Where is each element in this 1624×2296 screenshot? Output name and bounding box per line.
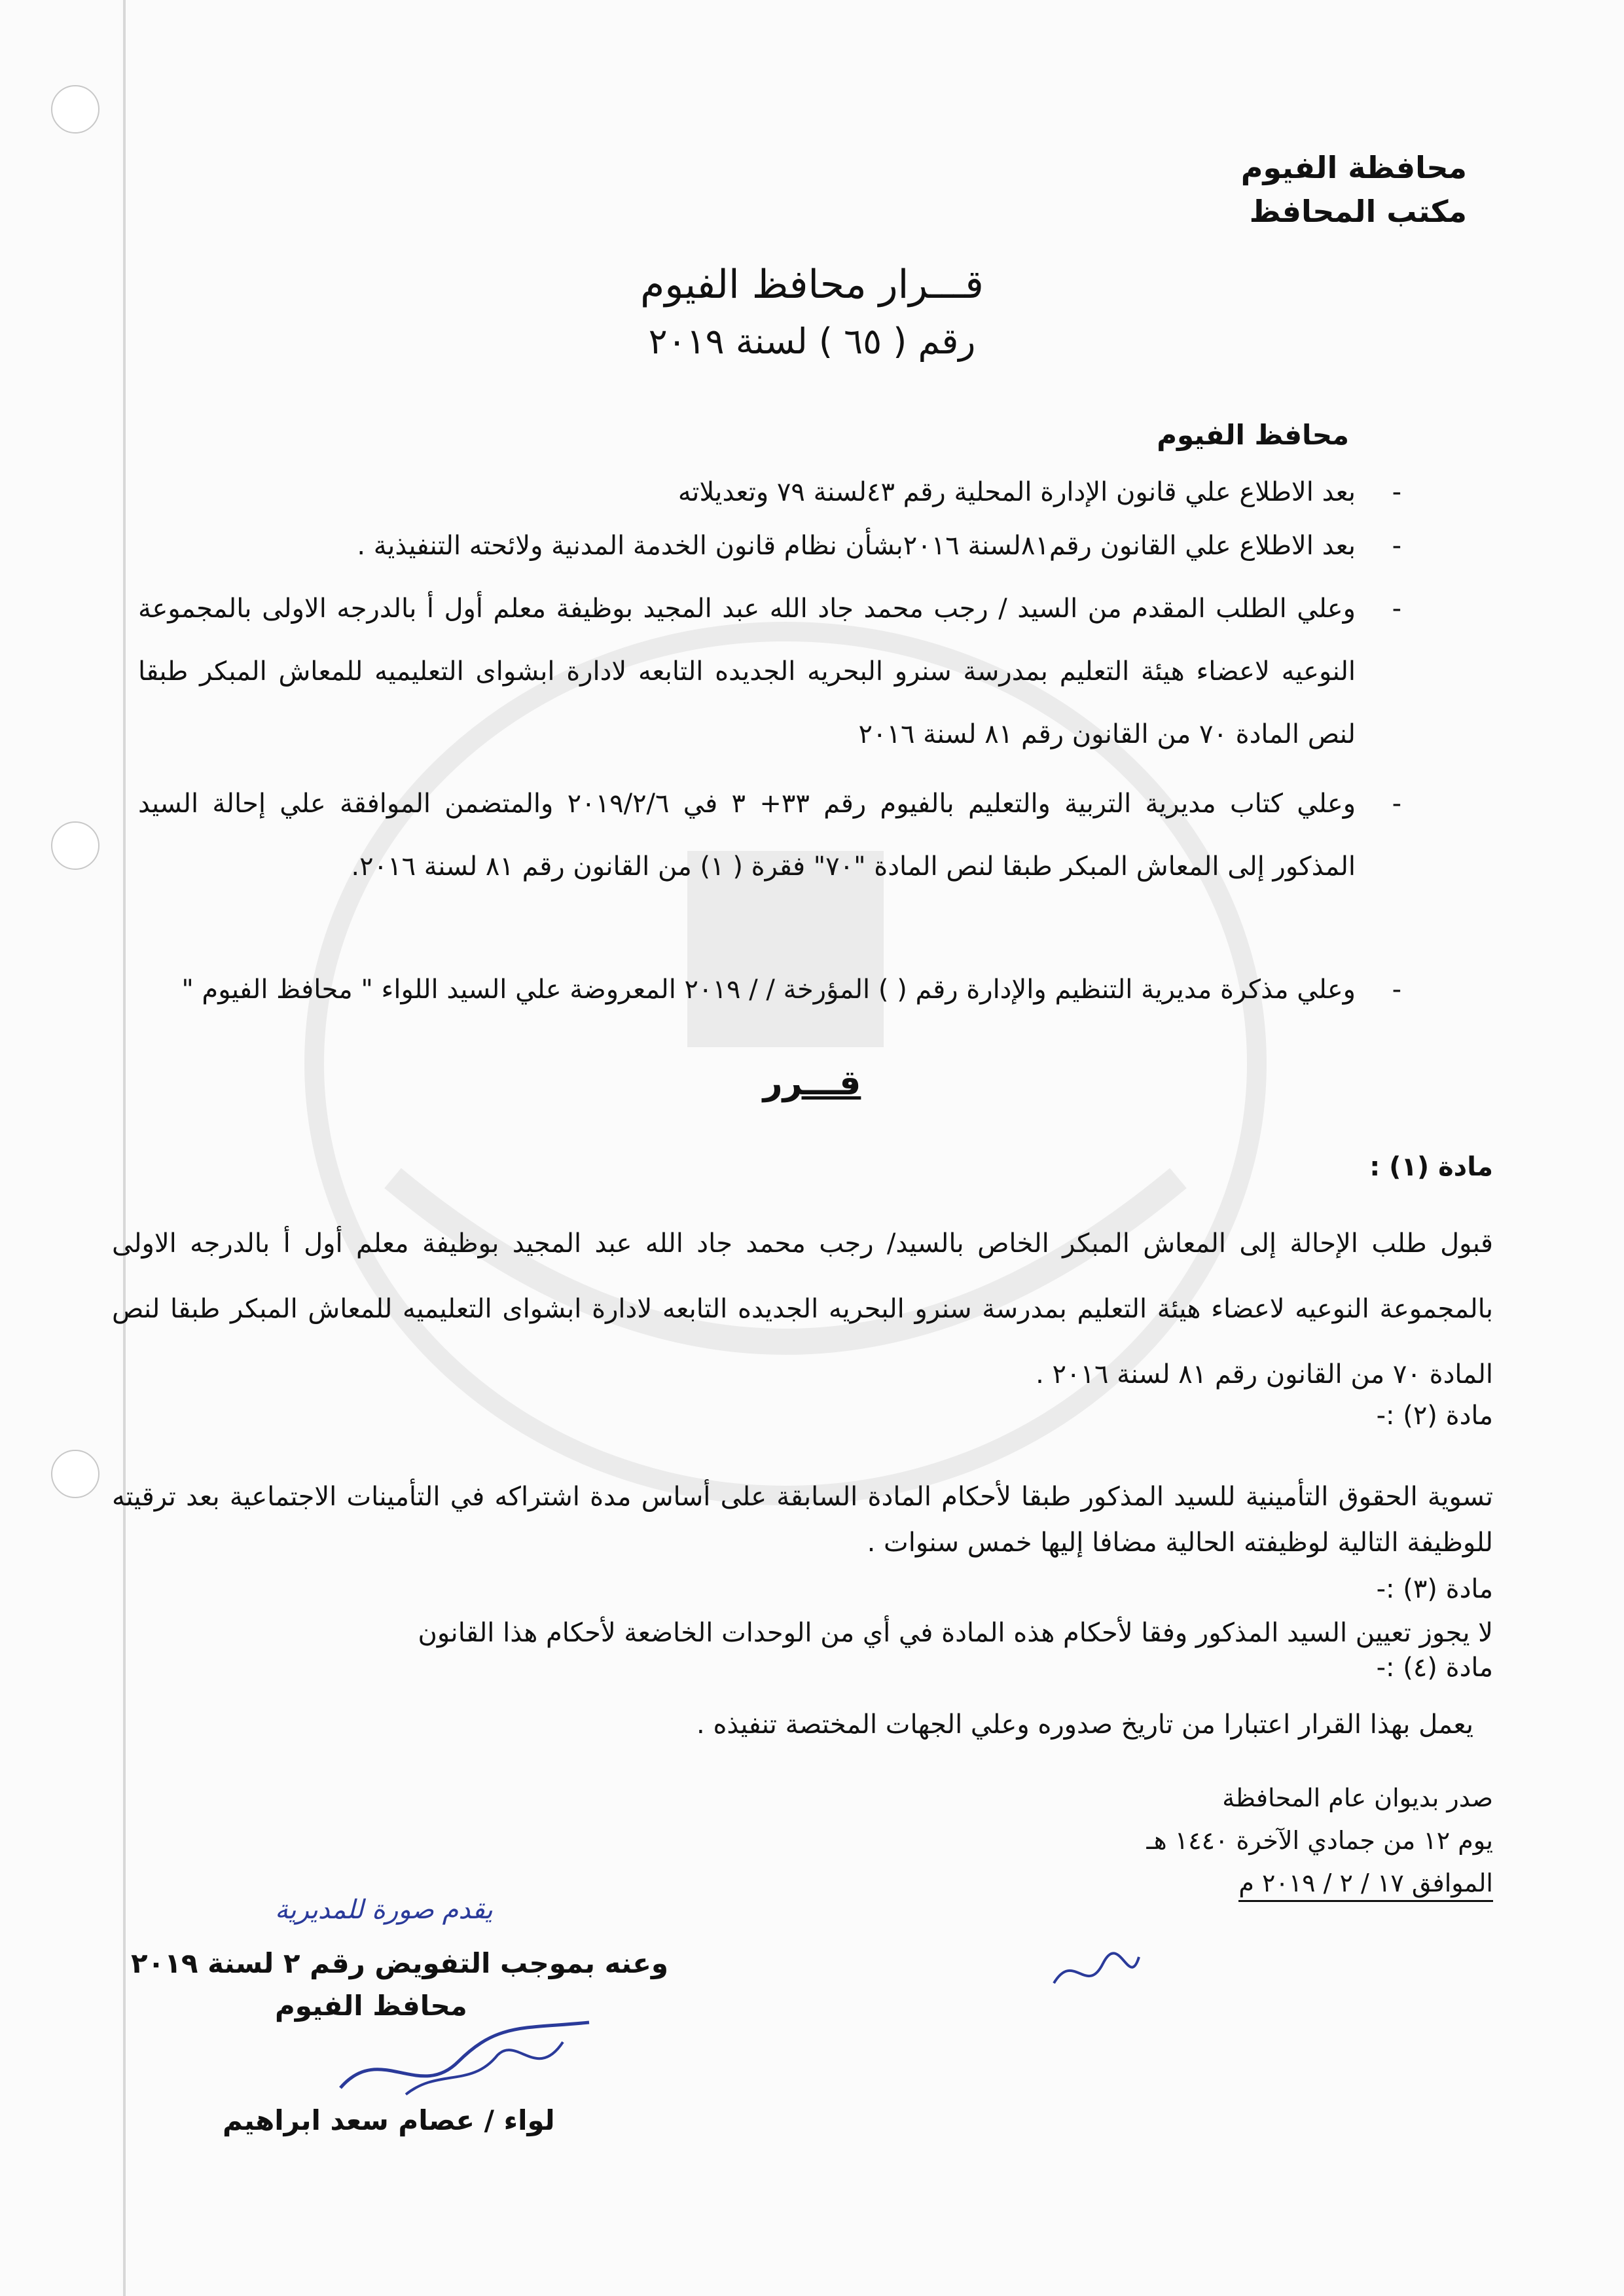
article-2-label: مادة (٢) :- — [1376, 1401, 1493, 1431]
initials-scribble-icon — [1047, 1937, 1146, 2009]
article-1-label: مادة (١) : — [1369, 1152, 1493, 1182]
header-office: مكتب المحافظ — [1249, 194, 1467, 229]
decision-title: قـــرار محافظ الفيوم — [640, 262, 984, 308]
article-1-text: قبول طلب الإحالة إلى المعاش المبكر الخاص بالسيد/ رجب محمد جاد الله عبد المجيد بوظيفة معلم أول أ بالدرجه الاولى بالمجموعة النوعيه لاعضاء هيئة التعليم بمدرسة سنرو البحريه الجديده التابعه لادارة ابشواى التعليميه للمعاش المبكر طبقا لنص المادة ٧٠ من القانون رقم ٨١ لسنة ٢٠١٦ . — [112, 1229, 1493, 1390]
article-4-label: مادة (٤) :- — [1376, 1653, 1493, 1683]
article-3-label: مادة (٣) :- — [1376, 1574, 1493, 1604]
article-4-text: يعمل بهذا القرار اعتبارا من تاريخ صدوره وعلي الجهات المختصة تنفيذه . — [696, 1710, 1473, 1740]
punch-hole-top — [51, 85, 99, 134]
preamble-item-3: - وعلي الطلب المقدم من السيد / رجب محمد جاد الله عبد المجيد بوظيفة معلم أول أ بالدرجه الاولى بالمجموعة النوعيه لاعضاء هيئة التعليم بمدرسة سنرو البحريه الجديده التابعه لادارة ابشواى التعليميه للمعاش المبكر طبقا لنص المادة ٧٠ من القانون رقم ٨١ لسنة ٢٠١٦ — [138, 594, 1401, 749]
issued-hijri-date: يوم ١٢ من جمادي الآخرة ١٤٤٠ هـ — [1146, 1826, 1493, 1855]
punch-hole-lower — [51, 1450, 99, 1498]
preamble-item-5: - وعلي مذكرة مديرية التنظيم والإدارة رقم ( ) المؤرخة / / ٢٠١٩ المعروضة علي السيد اللواء " محافظ الفيوم " — [181, 975, 1401, 1005]
preamble-heading: محافظ الفيوم — [1157, 419, 1349, 451]
preamble-item-2: - بعد الاطلاع علي القانون رقم٨١لسنة ٢٠١٦بشأن نظام قانون الخدمة المدنية ولائحته التنفيذية . — [357, 531, 1401, 561]
decision-number: رقم ( ٦٥ ) لسنة ٢٠١٩ — [648, 321, 976, 362]
signature-name: لواء / عصام سعد ابراهيم — [223, 2104, 555, 2136]
decision-heading: قـــرر — [763, 1064, 861, 1103]
handwritten-note: يقدم صورة للمديرية — [275, 1895, 493, 1925]
preamble-item-1: - بعد الاطلاع علي قانون الإدارة المحلية رقم ٤٣لسنة ٧٩ وتعديلاته — [677, 477, 1401, 507]
issued-place: صدر بديوان عام المحافظة — [1222, 1784, 1493, 1812]
signature-scribble-icon — [327, 2003, 602, 2108]
punch-hole-middle — [51, 821, 99, 870]
article-3-text: لا يجوز تعيين السيد المذكور وفقا لأحكام هذه المادة في أي من الوحدات الخاضعة لأحكام هذا القانون — [418, 1618, 1493, 1648]
article-2-text: تسوية الحقوق التأمينية للسيد المذكور طبقا لأحكام المادة السابقة على أساس مدة اشتراكه في التأمينات الاجتماعية بعد ترقيته للوظيفة التالية لوظيفته الحالية مضافا إليها خمس سنوات . — [112, 1482, 1493, 1558]
signature-title: محافظ الفيوم — [275, 1990, 467, 2022]
signature-authority: وعنه بموجب التفويض رقم ٢ لسنة ٢٠١٩ — [131, 1947, 669, 1979]
issued-gregorian-date: الموافق ١٧ / ٢ / ٢٠١٩ م — [1238, 1869, 1493, 1902]
header-governorate: محافظة الفيوم — [1240, 150, 1467, 185]
preamble-item-4: - وعلي كتاب مديرية التربية والتعليم بالفيوم رقم ٣٣+ ٣ في ٢٠١٩/٢/٦ والمتضمن الموافقة علي إحالة السيد المذكور إلى المعاش المبكر طبقا لنص المادة "٧٠" فقرة ( ١) من القانون رقم ٨١ لسنة ٢٠١٦. — [138, 789, 1401, 882]
